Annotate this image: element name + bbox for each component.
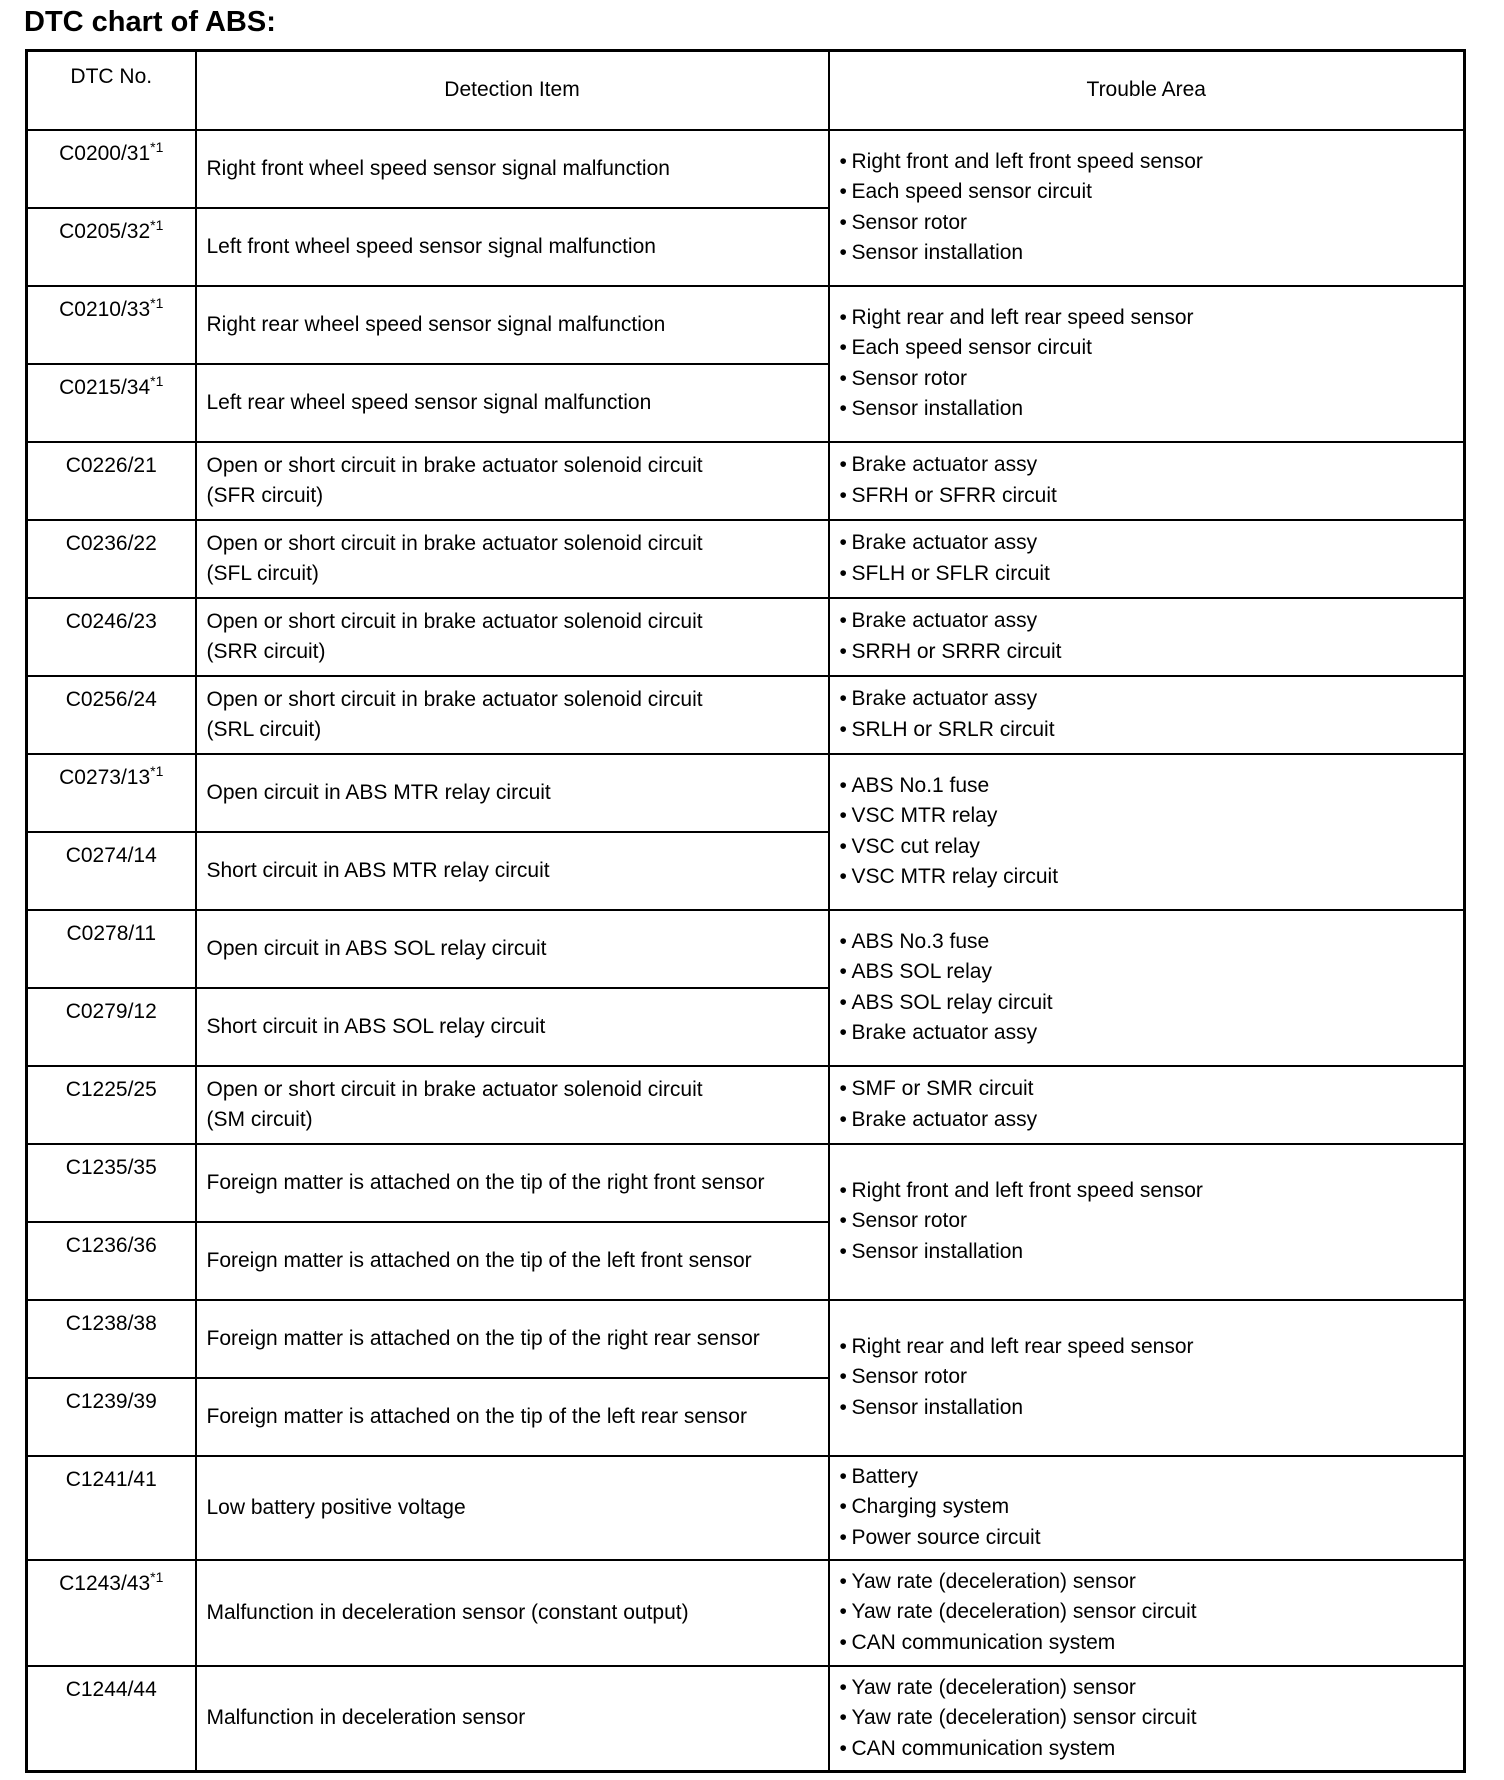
detection-item-line: (SFL circuit): [206, 561, 319, 585]
detection-item-cell: [196, 1066, 829, 1144]
dtc-code: C0236/22: [65, 531, 157, 555]
detection-item-line: Right front wheel speed sensor signal malfunction: [206, 156, 670, 180]
detection-item-line: Open or short circuit in brake actuator solenoid circuit: [206, 531, 703, 555]
detection-item-line: Malfunction in deceleration sensor (constant output): [206, 1600, 689, 1624]
trouble-area-text: ABS No.1 fuse: [851, 773, 990, 797]
trouble-area-cell: [829, 598, 1465, 676]
trouble-area-text: Right rear and left rear speed sensor: [851, 305, 1194, 329]
trouble-area-text: Yaw rate (deceleration) sensor circuit: [851, 1600, 1197, 1624]
footnote-marker: *1: [150, 216, 164, 233]
trouble-area-text: Brake actuator assy: [851, 531, 1038, 554]
bullet-icon: •: [839, 397, 847, 420]
dtc-code: C0273/13: [59, 765, 151, 789]
bullet-icon: •: [839, 366, 847, 390]
trouble-area-text: VSC MTR relay circuit: [851, 865, 1059, 888]
detection-item-line: Short circuit in ABS SOL relay circuit: [206, 1014, 546, 1038]
trouble-area-text: Sensor installation: [851, 1395, 1024, 1419]
bullet-icon: •: [839, 149, 847, 173]
bullet-icon: •: [839, 717, 847, 741]
dtc-code: C1239/39: [65, 1389, 157, 1413]
trouble-area-text: Sensor rotor: [851, 210, 968, 234]
trouble-area-list: [840, 1074, 1464, 1135]
trouble-area-cell: [829, 286, 1465, 442]
trouble-area-item: [840, 1628, 1464, 1659]
bullet-icon: •: [839, 1178, 847, 1202]
trouble-area-item: [840, 481, 1464, 512]
trouble-area-cell: [829, 130, 1465, 286]
trouble-area-text: ABS No.3 fuse: [851, 929, 990, 953]
bullet-icon: •: [839, 1495, 847, 1519]
trouble-area-item: [840, 1492, 1464, 1523]
trouble-area-list: [840, 1332, 1464, 1424]
trouble-area-text: SFLH or SFLR circuit: [851, 561, 1050, 585]
trouble-area-list: [840, 927, 1464, 1049]
dtc-code-cell: [27, 1144, 196, 1222]
trouble-area-text: CAN communication system: [851, 1736, 1116, 1760]
detection-item-line: Right rear wheel speed sensor signal malfunction: [206, 312, 666, 336]
bullet-icon: •: [839, 1077, 847, 1100]
trouble-area-text: Brake actuator assy: [851, 609, 1038, 632]
detection-item-cell: [196, 520, 829, 598]
table-row: [27, 1666, 1465, 1772]
trouble-area-list: [840, 1176, 1464, 1268]
trouble-area-text: VSC MTR relay: [851, 804, 998, 827]
footnote-marker: *1: [150, 1568, 164, 1585]
detection-item-cell: [196, 286, 829, 364]
detection-item-cell: [196, 1560, 829, 1666]
trouble-area-item: [840, 801, 1464, 832]
dtc-code-cell: [27, 130, 196, 208]
detection-item-cell: [196, 130, 829, 208]
trouble-area-item: [840, 637, 1464, 668]
bullet-icon: •: [839, 1736, 847, 1760]
trouble-area-item: [840, 1597, 1464, 1628]
trouble-area-text: VSC cut relay: [851, 834, 980, 858]
footnote-marker: *1: [150, 294, 164, 311]
detection-item-line: Low battery positive voltage: [206, 1495, 466, 1519]
dtc-code: C0210/33: [59, 297, 151, 321]
dtc-code: C0278/11: [66, 921, 157, 945]
bullet-icon: •: [839, 1675, 847, 1699]
detection-item-line: Foreign matter is attached on the tip of the left rear sensor: [206, 1404, 747, 1428]
dtc-code-cell: [27, 208, 196, 286]
trouble-area-list: [840, 684, 1464, 745]
bullet-icon: •: [839, 834, 847, 858]
detection-item-line: Open circuit in ABS SOL relay circuit: [206, 936, 547, 960]
trouble-area-cell: [829, 442, 1465, 520]
dtc-code-cell: [27, 754, 196, 832]
bullet-icon: •: [839, 960, 847, 983]
trouble-area-item: [840, 832, 1464, 863]
bullet-icon: •: [839, 1464, 847, 1488]
dtc-code-cell: [27, 442, 196, 520]
bullet-icon: •: [839, 561, 847, 585]
trouble-area-cell: [829, 1456, 1465, 1560]
trouble-area-item: [840, 1176, 1464, 1207]
trouble-area-text: Brake actuator assy: [851, 1021, 1038, 1044]
trouble-area-item: [840, 606, 1464, 637]
detection-item-cell: [196, 754, 829, 832]
trouble-area-item: [840, 1703, 1464, 1734]
table-row: [27, 286, 1465, 364]
trouble-area-item: [840, 771, 1464, 802]
trouble-area-item: [840, 1523, 1464, 1554]
trouble-area-list: [840, 771, 1464, 893]
dtc-code-cell: [27, 1300, 196, 1378]
trouble-area-cell: [829, 1666, 1465, 1772]
trouble-area-text: Yaw rate (deceleration) sensor: [851, 1569, 1136, 1593]
trouble-area-text: Charging system: [851, 1495, 1010, 1519]
trouble-area-item: [840, 364, 1464, 395]
table-row: [27, 1144, 1465, 1222]
trouble-area-text: Each speed sensor circuit: [851, 336, 1092, 359]
trouble-area-item: [840, 1332, 1464, 1363]
footnote-marker: *1: [150, 138, 164, 155]
detection-item-line: Open circuit in ABS MTR relay circuit: [206, 780, 551, 804]
trouble-area-text: Sensor installation: [851, 397, 1024, 420]
bullet-icon: •: [839, 1706, 847, 1729]
trouble-area-text: Yaw rate (deceleration) sensor circuit: [851, 1706, 1197, 1729]
detection-item-cell: [196, 1222, 829, 1300]
dtc-code-cell: [27, 286, 196, 364]
detection-item-line: Malfunction in deceleration sensor: [206, 1706, 526, 1730]
trouble-area-list: [840, 1673, 1464, 1765]
trouble-area-item: [840, 1462, 1464, 1493]
trouble-area-cell: [829, 754, 1465, 910]
table-row: [27, 130, 1465, 208]
bullet-icon: •: [839, 180, 847, 203]
detection-item-cell: [196, 598, 829, 676]
detection-item-line: Foreign matter is attached on the tip of the left front sensor: [206, 1248, 752, 1272]
detection-item-cell: [196, 364, 829, 442]
trouble-area-item: [840, 147, 1464, 178]
trouble-area-text: Each speed sensor circuit: [851, 180, 1092, 203]
trouble-area-item: [840, 177, 1464, 208]
dtc-table-body: [27, 51, 1465, 1772]
bullet-icon: •: [839, 687, 847, 710]
detection-item-line: (SRL circuit): [206, 717, 322, 741]
detection-item-line: Foreign matter is attached on the tip of the right rear sensor: [206, 1326, 760, 1350]
dtc-code-cell: [27, 1456, 196, 1560]
bullet-icon: •: [839, 305, 847, 329]
dtc-code: C1235/35: [65, 1155, 157, 1179]
bullet-icon: •: [839, 1334, 847, 1358]
dtc-code-cell: [27, 676, 196, 754]
dtc-code: C1241/41: [65, 1467, 157, 1491]
trouble-area-text: Sensor installation: [851, 1239, 1024, 1263]
header-detection-item: Detection Item: [196, 51, 829, 130]
dtc-code: C0226/21: [65, 453, 157, 477]
trouble-area-cell: [829, 910, 1465, 1066]
bullet-icon: •: [839, 1209, 847, 1233]
dtc-code: C0215/34: [59, 375, 151, 399]
bullet-icon: •: [839, 1569, 847, 1593]
detection-item-cell: [196, 1456, 829, 1560]
bullet-icon: •: [839, 1525, 847, 1549]
header-dtc-no: DTC No.: [27, 51, 196, 130]
trouble-area-text: Yaw rate (deceleration) sensor: [851, 1675, 1136, 1699]
bullet-icon: •: [839, 1365, 847, 1389]
trouble-area-text: SRLH or SRLR circuit: [851, 717, 1055, 741]
trouble-area-item: [840, 1018, 1464, 1049]
trouble-area-text: ABS SOL relay: [851, 960, 992, 983]
detection-item-cell: [196, 910, 829, 988]
trouble-area-item: [840, 1206, 1464, 1237]
bullet-icon: •: [839, 990, 847, 1014]
bullet-icon: •: [839, 483, 847, 507]
dtc-code: C0256/24: [65, 687, 157, 711]
trouble-area-item: [840, 957, 1464, 988]
trouble-area-list: [840, 303, 1464, 425]
bullet-icon: •: [839, 1630, 847, 1654]
trouble-area-text: SMF or SMR circuit: [851, 1077, 1034, 1100]
table-row: [27, 676, 1465, 754]
bullet-icon: •: [839, 773, 847, 797]
detection-item-line: Foreign matter is attached on the tip of the right front sensor: [206, 1170, 765, 1194]
dtc-code: C0200/31: [59, 141, 151, 165]
dtc-code: C0246/23: [65, 609, 157, 633]
detection-item-cell: [196, 676, 829, 754]
bullet-icon: •: [839, 1021, 847, 1044]
bullet-icon: •: [839, 804, 847, 827]
detection-item-cell: [196, 1666, 829, 1772]
header-trouble-area: Trouble Area: [829, 51, 1465, 130]
detection-item-line: Open or short circuit in brake actuator solenoid circuit: [206, 453, 703, 477]
header-row: [27, 51, 1465, 130]
detection-item-line: Open or short circuit in brake actuator solenoid circuit: [206, 1077, 703, 1101]
trouble-area-item: [840, 1734, 1464, 1765]
dtc-code: C0274/14: [65, 843, 157, 867]
trouble-area-text: Sensor installation: [851, 241, 1024, 264]
table-row: [27, 520, 1465, 598]
detection-item-line: (SFR circuit): [206, 483, 324, 507]
trouble-area-text: SRRH or SRRR circuit: [851, 639, 1062, 663]
detection-item-line: Left front wheel speed sensor signal malfunction: [206, 234, 656, 258]
dtc-code-cell: [27, 1666, 196, 1772]
table-row: [27, 754, 1465, 832]
detection-item-line: Open or short circuit in brake actuator solenoid circuit: [206, 609, 703, 633]
trouble-area-item: [840, 303, 1464, 334]
trouble-area-cell: [829, 1560, 1465, 1666]
trouble-area-item: [840, 559, 1464, 590]
trouble-area-item: [840, 208, 1464, 239]
bullet-icon: •: [839, 609, 847, 632]
trouble-area-cell: [829, 520, 1465, 598]
trouble-area-item: [840, 715, 1464, 746]
dtc-code: C1244/44: [65, 1677, 157, 1701]
trouble-area-cell: [829, 1066, 1465, 1144]
dtc-code-cell: [27, 1560, 196, 1666]
trouble-area-text: Right front and left front speed sensor: [851, 1178, 1203, 1202]
bullet-icon: •: [839, 929, 847, 953]
bullet-icon: •: [839, 1107, 847, 1131]
detection-item-line: (SM circuit): [206, 1107, 313, 1131]
dtc-code-cell: [27, 1066, 196, 1144]
detection-item-line: Open or short circuit in brake actuator solenoid circuit: [206, 687, 703, 711]
detection-item-cell: [196, 1378, 829, 1456]
table-row: [27, 1300, 1465, 1378]
detection-item-cell: [196, 832, 829, 910]
trouble-area-cell: [829, 676, 1465, 754]
trouble-area-item: [840, 450, 1464, 481]
bullet-icon: •: [839, 336, 847, 359]
detection-item-cell: [196, 988, 829, 1066]
trouble-area-text: Brake actuator assy: [851, 453, 1038, 476]
trouble-area-item: [840, 988, 1464, 1019]
trouble-area-text: SFRH or SFRR circuit: [851, 483, 1057, 507]
detection-item-line: Short circuit in ABS MTR relay circuit: [206, 858, 550, 882]
trouble-area-text: Right front and left front speed sensor: [851, 149, 1203, 173]
detection-item-cell: [196, 1300, 829, 1378]
trouble-area-item: [840, 1393, 1464, 1424]
trouble-area-list: [840, 450, 1464, 511]
dtc-code-cell: [27, 520, 196, 598]
trouble-area-cell: [829, 1144, 1465, 1300]
table-row: [27, 1560, 1465, 1666]
dtc-code-cell: [27, 910, 196, 988]
dtc-code: C1238/38: [65, 1311, 157, 1335]
table-row: [27, 598, 1465, 676]
trouble-area-item: [840, 1105, 1464, 1136]
trouble-area-text: ABS SOL relay circuit: [851, 990, 1053, 1014]
bullet-icon: •: [839, 453, 847, 476]
trouble-area-list: [840, 1462, 1464, 1554]
bullet-icon: •: [839, 865, 847, 888]
dtc-code: C0205/32: [59, 219, 151, 243]
dtc-code: C1236/36: [65, 1233, 157, 1257]
table-row: [27, 1066, 1465, 1144]
trouble-area-text: Right rear and left rear speed sensor: [851, 1334, 1194, 1358]
detection-item-cell: [196, 442, 829, 520]
trouble-area-item: [840, 1237, 1464, 1268]
trouble-area-item: [840, 528, 1464, 559]
bullet-icon: •: [839, 210, 847, 234]
trouble-area-text: CAN communication system: [851, 1630, 1116, 1654]
detection-item-line: Left rear wheel speed sensor signal malfunction: [206, 390, 652, 414]
dtc-code-cell: [27, 1222, 196, 1300]
dtc-code: C0279/12: [65, 999, 157, 1023]
page-title: DTC chart of ABS:: [24, 6, 276, 38]
trouble-area-text: Brake actuator assy: [851, 687, 1038, 710]
trouble-area-item: [840, 862, 1464, 893]
detection-item-line: (SRR circuit): [206, 639, 326, 663]
trouble-area-text: Power source circuit: [851, 1525, 1041, 1549]
trouble-area-list: [840, 1567, 1464, 1659]
trouble-area-text: Sensor rotor: [851, 366, 968, 390]
bullet-icon: •: [839, 1395, 847, 1419]
table-row: [27, 1456, 1465, 1560]
trouble-area-list: [840, 606, 1464, 667]
trouble-area-item: [840, 1673, 1464, 1704]
bullet-icon: •: [839, 1239, 847, 1263]
trouble-area-item: [840, 1074, 1464, 1105]
dtc-code-cell: [27, 364, 196, 442]
trouble-area-item: [840, 238, 1464, 269]
trouble-area-list: [840, 528, 1464, 589]
dtc-code: C1225/25: [65, 1077, 157, 1101]
dtc-code-cell: [27, 988, 196, 1066]
table-row: [27, 910, 1465, 988]
trouble-area-text: Battery: [851, 1464, 919, 1488]
trouble-area-item: [840, 333, 1464, 364]
trouble-area-item: [840, 927, 1464, 958]
bullet-icon: •: [839, 1600, 847, 1624]
bullet-icon: •: [839, 639, 847, 663]
footnote-marker: *1: [150, 762, 164, 779]
trouble-area-text: Sensor rotor: [851, 1209, 968, 1233]
trouble-area-item: [840, 1362, 1464, 1393]
dtc-code-cell: [27, 832, 196, 910]
trouble-area-item: [840, 394, 1464, 425]
detection-item-cell: [196, 1144, 829, 1222]
trouble-area-cell: [829, 1300, 1465, 1456]
bullet-icon: •: [839, 241, 847, 264]
dtc-code-cell: [27, 1378, 196, 1456]
dtc-code-cell: [27, 598, 196, 676]
bullet-icon: •: [839, 531, 847, 554]
table-row: [27, 442, 1465, 520]
trouble-area-list: [840, 147, 1464, 269]
trouble-area-text: Brake actuator assy: [851, 1107, 1038, 1131]
dtc-code: C1243/43: [59, 1571, 151, 1595]
trouble-area-item: [840, 684, 1464, 715]
detection-item-cell: [196, 208, 829, 286]
footnote-marker: *1: [150, 372, 164, 389]
trouble-area-item: [840, 1567, 1464, 1598]
trouble-area-text: Sensor rotor: [851, 1365, 968, 1389]
dtc-table: [25, 49, 1466, 1773]
